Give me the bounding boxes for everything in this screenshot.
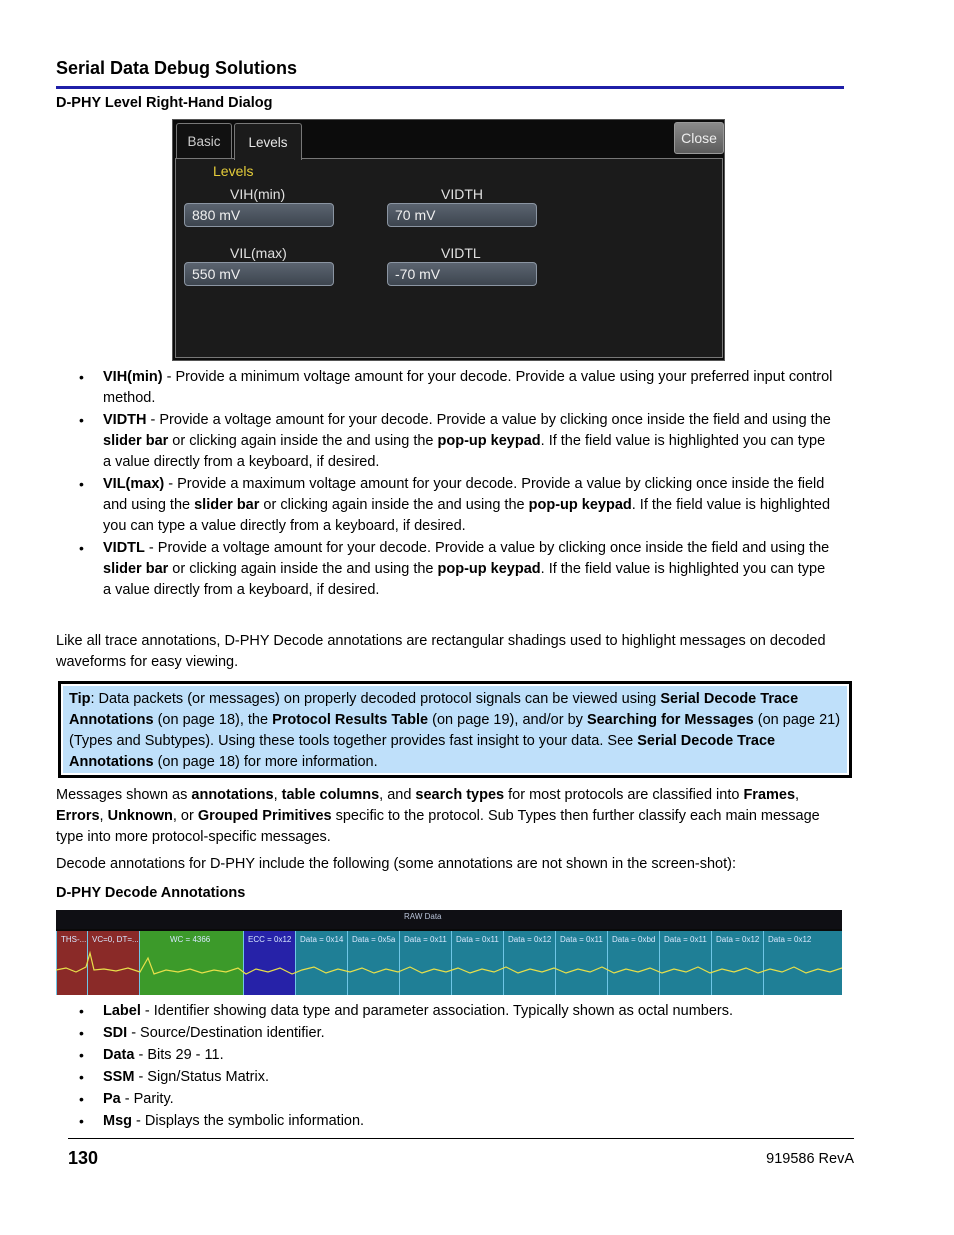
- annotation-segment: Data = 0x11: [659, 931, 711, 995]
- raw-data-label: RAW Data: [404, 912, 442, 921]
- list-item: • VIDTL - Provide a voltage amount for your decode. Provide a value by clicking once inside the field and using the slider bar or clicking again inside the and using the pop-up keypad. If the field value is highlighted you can type a value directly from a keyboard, if desired.: [56, 538, 836, 601]
- page-number: 130: [68, 1148, 99, 1168]
- annotation-segment: Data = 0x12: [711, 931, 763, 995]
- decoded-waveform: [56, 948, 842, 988]
- annotation-segment: Data = 0x11: [555, 931, 607, 995]
- tab-basic[interactable]: Basic: [176, 123, 232, 159]
- vidtl-field[interactable]: -70 mV: [387, 262, 537, 286]
- messages-paragraph: Messages shown as annotations, table columns, and search types for most protocols are classified into Frames, Errors, Unknown, or Grouped Primitives specific to the protocol. Sub Types then further classify each main message type into more protocol-specific messages.: [56, 787, 820, 845]
- annotation-segment: Data = 0x11: [451, 931, 503, 995]
- annotation-segment: THS-...: [56, 931, 87, 995]
- annotation-segment: ECC = 0x12: [243, 931, 295, 995]
- list-item: • SDI - Source/Destination identifier.: [56, 1023, 836, 1044]
- list-item: • Data - Bits 29 - 11.: [56, 1045, 836, 1066]
- header-rule: [56, 86, 844, 89]
- tip-link-searching[interactable]: Searching for Messages: [586, 712, 754, 728]
- annotation-segment: Data = 0x5a: [347, 931, 399, 995]
- list-item: • SSM - Sign/Status Matrix.: [56, 1067, 836, 1088]
- tip-link-annotations[interactable]: Serial Decode Trace Annotations: [69, 691, 799, 728]
- vidth-label: VIDTH: [441, 186, 483, 202]
- annotation-segment: WC = 4366: [139, 931, 243, 995]
- field-list: [56, 1001, 836, 1132]
- tip-link-results-table[interactable]: Protocol Results Table: [272, 712, 429, 728]
- intro-paragraph: Like all trace annotations, D-PHY Decode annotations are rectangular shadings used to highlight messages on decoded waveforms for easy viewing.: [56, 633, 826, 670]
- list-item: • VIH(min) - Provide a minimum voltage amount for your decode. Provide a value using your preferred input control method.: [56, 367, 836, 409]
- vidtl-label: VIDTL: [441, 245, 481, 261]
- dialog-section-heading: D-PHY Level Right-Hand Dialog: [56, 95, 273, 111]
- levels-group-label: Levels: [213, 163, 254, 179]
- strip-header: [56, 910, 842, 929]
- annotation-segment: Data = 0x14: [295, 931, 347, 995]
- annotation-segment: Data = 0xbd: [607, 931, 659, 995]
- list-item: • VIL(max) - Provide a maximum voltage amount for your decode. Provide a value by clicking once inside the field and using the slider bar or clicking again inside the and using the pop-up keypad. If the field value is highlighted you can type a value directly from a keyboard, if desired.: [56, 474, 836, 537]
- annotation-segment: Data = 0x11: [399, 931, 451, 995]
- footer-rule: [68, 1138, 854, 1139]
- decode-annotation-screenshot: [56, 910, 842, 995]
- tip-link-annotations-2[interactable]: Serial Decode Trace Annotations: [69, 733, 776, 770]
- tab-levels[interactable]: Levels: [234, 123, 302, 160]
- annotations-heading: D-PHY Decode Annotations: [56, 885, 246, 901]
- list-item: • Label - Identifier showing data type and parameter association. Typically shown as octal numbers.: [56, 1001, 836, 1022]
- vil-max-field[interactable]: 550 mV: [184, 262, 334, 286]
- vil-max-label: VIL(max): [230, 245, 287, 261]
- vih-min-label: VIH(min): [230, 186, 286, 202]
- tip-box: [58, 681, 852, 778]
- parameter-list: [56, 367, 836, 601]
- list-item: • VIDTH - Provide a voltage amount for your decode. Provide a value by clicking once inside the field and using the slider bar or clicking again inside the and using the pop-up keypad. If the field value is highlighted you can type a value directly from a keyboard, if desired.: [56, 410, 836, 473]
- vih-min-field[interactable]: 880 mV: [184, 203, 334, 227]
- annotation-segment: Data = 0x12: [763, 931, 842, 995]
- close-button[interactable]: Close: [674, 122, 724, 154]
- list-item: • Msg - Displays the symbolic information.: [56, 1111, 836, 1132]
- tip-text: Tip: Data packets (or messages) on properly decoded protocol signals can be viewed using Serial Decode Trace Annotations (on page 18), the Protocol Results Table (on page 19), and/or by Searching for Messages (on page 21) (Types and Subtypes). Using these tools together provides fast insight to your data. See Serial Decode Trace Annotations (on page 18) for more information.: [63, 686, 847, 773]
- annotation-segment: Data = 0x12: [503, 931, 555, 995]
- levels-dialog-screenshot: [172, 119, 725, 361]
- document-id: 919586 RevA: [766, 1151, 854, 1167]
- page-header-title: Serial Data Debug Solutions: [56, 58, 298, 78]
- vidth-field[interactable]: 70 mV: [387, 203, 537, 227]
- decode-intro: Decode annotations for D-PHY include the following (some annotations are not shown in the screen-shot):: [56, 856, 737, 872]
- list-item: • Pa - Parity.: [56, 1089, 836, 1110]
- annotation-segment: VC=0, DT=...: [87, 931, 139, 995]
